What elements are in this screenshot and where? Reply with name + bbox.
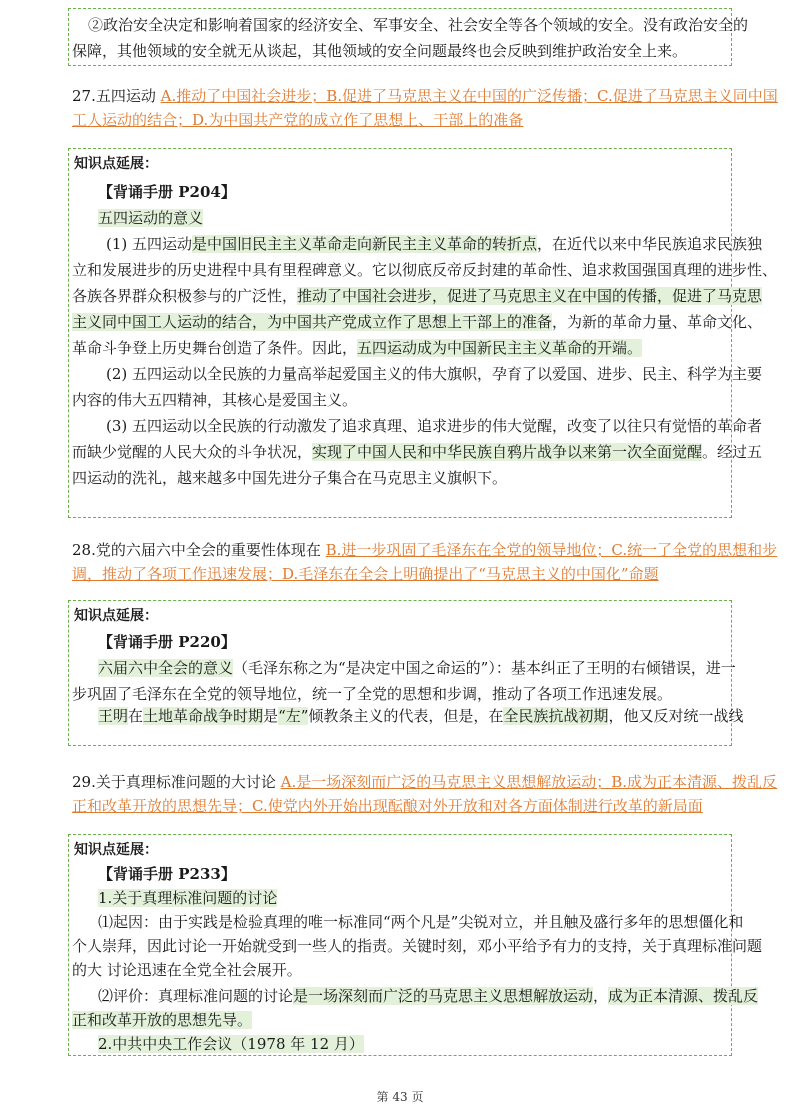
- p28-line-3: [98, 706, 743, 726]
- p27-1-l4b: ，为新的革命力量、革命文化、: [552, 313, 763, 331]
- manual-ref-28: 【背诵手册 P220】: [98, 633, 236, 651]
- p27-3-l2c: 。经过五: [702, 443, 763, 461]
- p29-2-line-1: [98, 986, 758, 1006]
- question-27-label: 27.五四运动: [72, 87, 161, 105]
- top-note-line-2: 保障，其他领域的安全就无从谈起，其他领域的安全问题最终也会反映到维护政治安全上来。: [72, 42, 688, 60]
- top-note-line-1: ②政治安全决定和影响着国家的经济安全、军事安全、社会安全等各个领域的安全。没有政治安全的: [88, 16, 749, 34]
- p27-3-line-2: [72, 442, 762, 462]
- p27-2-line-2: 内容的伟大五四精神，其核心是爱国主义。: [72, 391, 358, 409]
- p27-1-l3b: 推动了中国社会进步，促进了马克思主义在中国的传播，促进了马克思: [297, 287, 763, 305]
- p29-2-l1b: 是一场深刻而广泛的马克思主义思想解放运动: [293, 987, 594, 1005]
- p27-1-line-3: [72, 286, 762, 306]
- question-28-label: 28.党的六届六中全会的重要性体现在: [72, 541, 326, 559]
- title-29-1: [98, 888, 277, 908]
- p29-2-l2: 正和改革开放的思想先导。: [72, 1011, 253, 1029]
- p28-l3h: ，他又反对统一战线: [608, 707, 744, 725]
- p28-l3c: 土地革命战争时期: [143, 707, 264, 725]
- p27-1-line-2: 立和发展进步的历史进程中具有里程碑意义。它以彻底反帝反封建的革命性、追求救国强国真理的进步性、: [72, 261, 778, 279]
- question-28-answer-1: B.进一步巩固了毛泽东在全党的领导地位；C.统一了全党的思想和步: [325, 541, 778, 559]
- section-title-27: [98, 208, 203, 228]
- question-29-answer-1: A.是一场深刻而广泛的马克思主义思想解放运动；B.成为正本清源、拨乱反: [280, 773, 778, 791]
- p28-l1b: （毛泽东称之为“是决定中国之命运的”）：基本纠正了王明的右倾错误，进一: [233, 659, 736, 677]
- page-number: 第 43 页: [376, 1090, 424, 1104]
- p27-1-line-4: [72, 312, 762, 332]
- question-27-answer-1: A.推动了中国社会进步；B.促进了马克思主义在中国的广泛传播；C.促进了马克思主义同中国: [160, 87, 778, 105]
- p28-l3e: “左”: [278, 707, 309, 725]
- p28-l3g: 全民族抗战初期: [503, 707, 609, 725]
- question-27: [72, 86, 778, 106]
- p29-2-line-2: [72, 1010, 252, 1030]
- p28-l3b: 在: [128, 707, 144, 725]
- p27-3-l2a: 而缺少觉醒的人民大众的斗争状况，: [72, 443, 313, 461]
- section-title-27-text: 五四运动的意义: [98, 209, 204, 227]
- question-28-answer-2: 调，推动了各项工作迅速发展；D.毛泽东在全会上明确提出了“马克思主义的中国化”命题: [72, 565, 659, 583]
- p27-1c: ，在近代以来中华民族追求民族独: [537, 235, 763, 253]
- p27-1-line-5: [72, 338, 642, 358]
- p27-1-l5b: 五四运动成为中国新民主主义革命的开端。: [357, 339, 643, 357]
- p28-l3d: 是: [263, 707, 279, 725]
- p29-1-line-1: ⑴起因：由于实践是检验真理的唯一标准同“两个凡是”尖锐对立，并且触及盛行多年的思想僵化和: [98, 913, 744, 931]
- p29-1-line-2: 个人崇拜，因此讨论一开始就受到一些人的指责。关键时刻，邓小平给予有力的支持，关于真理标准问题: [72, 937, 763, 955]
- p28-l3a: 王明: [98, 707, 129, 725]
- title-29-1-text: 1.关于真理标准问题的讨论: [98, 889, 278, 907]
- knowledge-header-28: 知识点延展：: [74, 608, 158, 624]
- p27-2-line-1: (2) 五四运动以全民族的力量高举起爱国主义的伟大旗帜，孕育了以爱国、进步、民主、科学为主要: [106, 365, 763, 383]
- question-29-answer-2: 正和改革开放的思想先导；C.使党内外开始出现酝酿对外开放和对各方面体制进行改革的新局面: [72, 797, 703, 815]
- question-29: [72, 772, 777, 792]
- p27-3-line-1: (3) 五四运动以全民族的行动激发了追求真理、追求进步的伟大觉醒，改变了以往只有觉悟的革命者: [106, 417, 763, 435]
- question-28: [72, 540, 777, 560]
- p28-l3f: 倾教条主义的代表，但是，在: [308, 707, 504, 725]
- question-27-answer-2: 工人运动的结合；D.为中国共产党的成立作了思想上、干部上的准备: [72, 111, 524, 129]
- p28-line-2: 步巩固了毛泽东在全党的领导地位，统一了全党的思想和步调，推动了各项工作迅速发展。: [72, 685, 673, 703]
- p27-1b: 是中国旧民主主义革命走向新民主主义革命的转折点: [192, 235, 538, 253]
- p27-3-l2b: 实现了中国人民和中华民族自鸦片战争以来第一次全面觉醒: [312, 443, 703, 461]
- knowledge-box-27: [68, 148, 732, 518]
- manual-ref-27: 【背诵手册 P204】: [98, 183, 236, 201]
- p28-l1a: 六届六中全会的意义: [98, 659, 234, 677]
- p27-1-l4a: 主义同中国工人运动的结合，为中国共产党成立作了思想上干部上的准备: [72, 313, 553, 331]
- p28-line-1: [98, 658, 736, 678]
- p29-2-l1a: ⑵评价：真理标准问题的讨论: [98, 987, 294, 1005]
- p29-2-l1d: 成为正本清源、拨乱反: [608, 987, 759, 1005]
- title-29-2-text: 2.中共中央工作会议（1978 年 12 月）: [98, 1035, 364, 1053]
- knowledge-header-27: 知识点延展：: [74, 156, 158, 172]
- p27-1-l3a: 各族各界群众积极参与的广泛性，: [72, 287, 298, 305]
- p27-3-line-3: 四运动的洗礼，越来越多中国先进分子集合在马克思主义旗帜下。: [72, 469, 508, 487]
- p27-1-l5a: 革命斗争登上历史舞台创造了条件。因此，: [72, 339, 358, 357]
- p27-1a: (1) 五四运动: [106, 235, 193, 253]
- question-29-label: 29.关于真理标准问题的大讨论: [72, 773, 281, 791]
- p27-1-line-1: [106, 234, 762, 254]
- p29-1-line-3: 的大 讨论迅速在全党全社会展开。: [72, 961, 302, 979]
- title-29-2: [98, 1034, 364, 1054]
- manual-ref-29: 【背诵手册 P233】: [98, 865, 236, 883]
- knowledge-header-29: 知识点延展：: [74, 842, 158, 858]
- p29-2-l1c: ，: [593, 987, 609, 1005]
